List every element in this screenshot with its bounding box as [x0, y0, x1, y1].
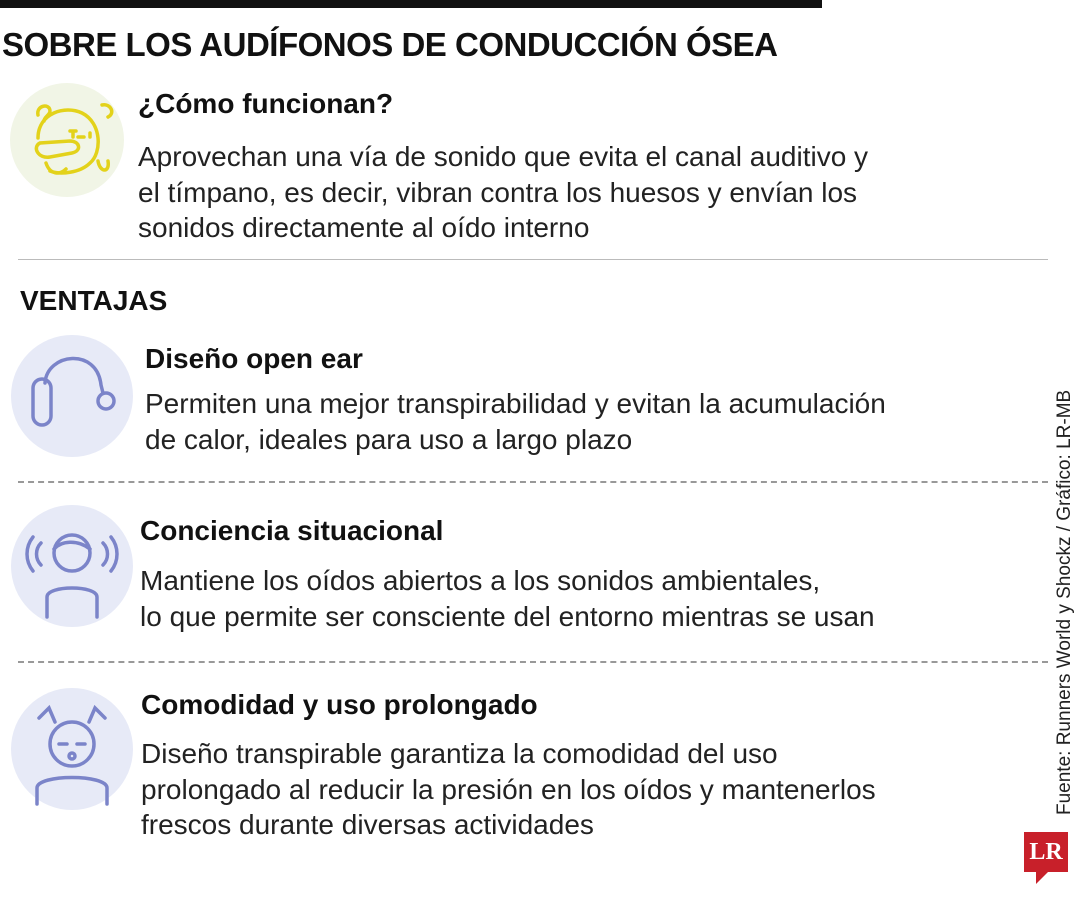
open-ear-headphone-icon: [11, 335, 133, 457]
lr-logo: LR: [1024, 832, 1068, 872]
section-title: VENTAJAS: [20, 285, 168, 316]
item-text: [141, 736, 876, 843]
item-heading: Diseño open ear: [145, 343, 363, 374]
text-line: el tímpano, es decir, vibran contra los huesos y envían los: [138, 176, 858, 208]
bone-conduction-character-icon: [10, 83, 124, 197]
dashed-divider: [18, 661, 1048, 663]
intro-heading: ¿Cómo funcionan?: [138, 88, 394, 119]
intro-text: [138, 139, 868, 246]
relaxed-person-icon: [11, 688, 133, 810]
source-credit: Fuente: Runners World y Shockz / Gráfico: LR-MB: [1054, 389, 1075, 815]
text-line: Aprovechan una vía de sonido que evita el canal auditivo y: [138, 141, 869, 172]
text-line: prolongado al reducir la presión en los oídos y mantenerlos: [141, 773, 876, 805]
text-line: Permiten una mejor transpirabilidad y evitan la acumulación: [145, 388, 886, 419]
divider: [18, 259, 1048, 260]
top-bar: [0, 0, 822, 8]
text-line: sonidos directamente al oído interno: [138, 212, 590, 243]
dashed-divider: [18, 481, 1048, 483]
text-line: lo que permite ser consciente del entorno mientras se usan: [140, 600, 875, 632]
item-text: [140, 563, 875, 634]
text-line: Diseño transpirable garantiza la comodidad del uso: [141, 738, 778, 769]
text-line: frescos durante diversas actividades: [141, 809, 594, 840]
item-heading: Conciencia situacional: [140, 515, 444, 546]
text-line: Mantiene los oídos abiertos a los sonidos ambientales,: [140, 565, 821, 596]
item-heading: Comodidad y uso prolongado: [141, 689, 538, 720]
item-text: [145, 386, 886, 457]
text-line: de calor, ideales para uso a largo plazo: [145, 423, 633, 455]
person-sound-waves-icon: [11, 505, 133, 627]
page-title: SOBRE LOS AUDÍFONOS DE CONDUCCIÓN ÓSEA: [2, 26, 778, 63]
